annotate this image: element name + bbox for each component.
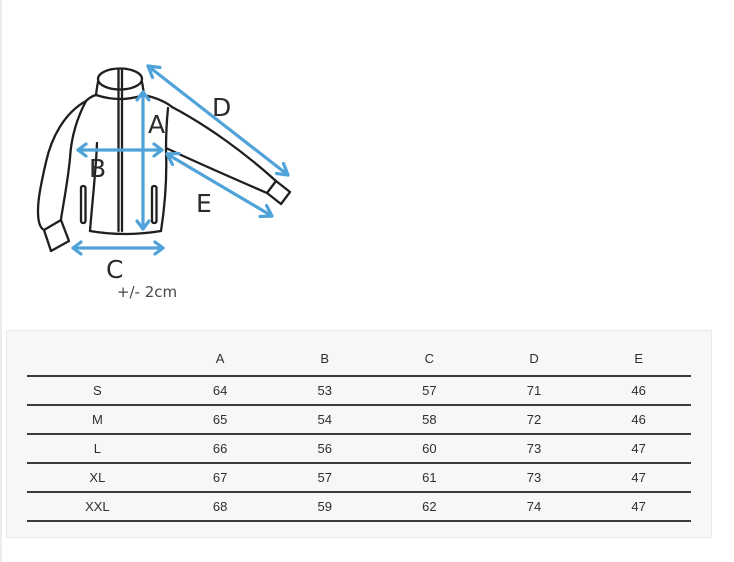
- measurement-arrow-c: [73, 242, 163, 254]
- pocket-right: [152, 186, 157, 223]
- size-chart-table: [27, 331, 691, 522]
- measurement-cell: 65: [168, 405, 273, 434]
- measurement-cell: 72: [482, 405, 587, 434]
- measurement-cell: 46: [586, 405, 691, 434]
- measurement-cell: 56: [272, 434, 377, 463]
- measurement-cell: 73: [482, 434, 587, 463]
- shoulder-left: [86, 95, 96, 101]
- column-header-d: D: [482, 331, 587, 376]
- cuff-right: [267, 181, 290, 204]
- size-label: L: [27, 434, 168, 463]
- measurement-cell: 47: [586, 463, 691, 492]
- measurement-cell: 71: [482, 376, 587, 405]
- size-label: XL: [27, 463, 168, 492]
- size-label: S: [27, 376, 168, 405]
- dimension-label-c: C: [106, 255, 124, 284]
- column-header-a: A: [168, 331, 273, 376]
- measurement-cell: 61: [377, 463, 482, 492]
- size-chart-card: [6, 330, 712, 538]
- header-row: [27, 331, 691, 376]
- dimension-label-d: D: [212, 93, 232, 122]
- sleeve-right-bottom: [166, 148, 267, 193]
- measurement-cell: 47: [586, 434, 691, 463]
- size-column-corner-cell: [27, 331, 168, 376]
- measurement-cell: 74: [482, 492, 587, 521]
- size-row-l: [27, 434, 691, 463]
- size-row-xxl: [27, 492, 691, 521]
- size-row-m: [27, 405, 691, 434]
- measurement-cell: 58: [377, 405, 482, 434]
- cuff-left: [44, 220, 69, 251]
- measurement-cell: 47: [586, 492, 691, 521]
- column-header-c: C: [377, 331, 482, 376]
- tolerance-note: +/- 2cm: [116, 283, 178, 301]
- size-label: M: [27, 405, 168, 434]
- size-diagram: [0, 0, 368, 312]
- measurement-cell: 64: [168, 376, 273, 405]
- dimension-label-b: B: [89, 154, 107, 183]
- size-row-xl: [27, 463, 691, 492]
- measurement-cell: 46: [586, 376, 691, 405]
- dimension-label-e: E: [196, 189, 212, 218]
- measurement-cell: 57: [377, 376, 482, 405]
- pocket-left: [81, 186, 86, 223]
- measurement-cell: 59: [272, 492, 377, 521]
- collar-opening: [98, 69, 142, 90]
- size-label: XXL: [27, 492, 168, 521]
- measurement-cell: 62: [377, 492, 482, 521]
- measurement-cell: 66: [168, 434, 273, 463]
- measurement-cell: 67: [168, 463, 273, 492]
- measurement-cell: 60: [377, 434, 482, 463]
- measurement-cell: 68: [168, 492, 273, 521]
- measurement-cell: 53: [272, 376, 377, 405]
- measurement-cell: 57: [272, 463, 377, 492]
- measurement-cell: 73: [482, 463, 587, 492]
- dimension-label-a: A: [148, 110, 166, 139]
- jacket-outline: [38, 69, 290, 252]
- column-header-b: B: [272, 331, 377, 376]
- size-row-s: [27, 376, 691, 405]
- collar-band-left: [96, 82, 98, 95]
- body-hem: [90, 231, 161, 234]
- measurement-cell: 54: [272, 405, 377, 434]
- column-header-e: E: [586, 331, 691, 376]
